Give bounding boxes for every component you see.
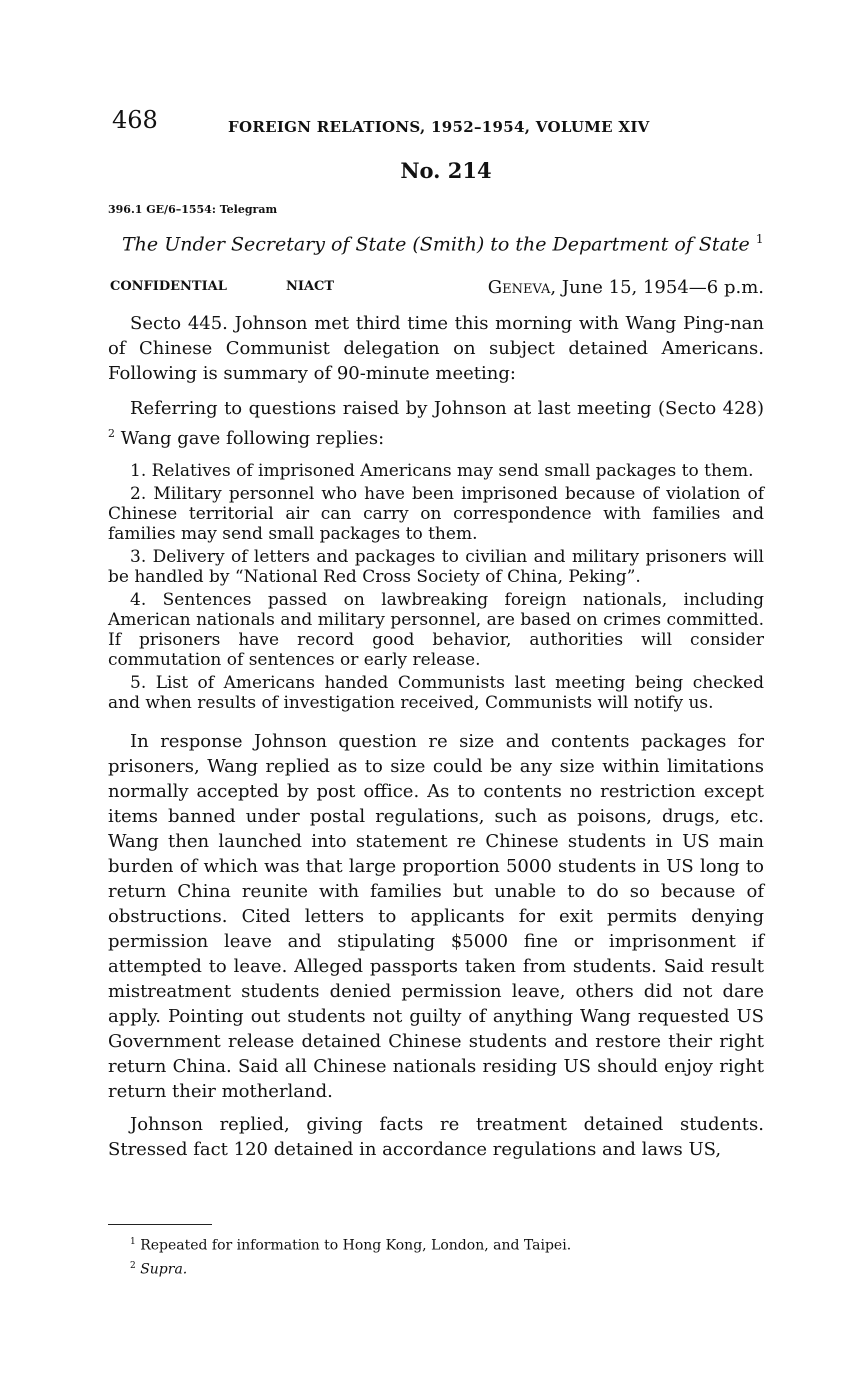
- footnote-text: Repeated for information to Hong Kong, London, and Taipei.: [140, 1237, 572, 1254]
- list-item: 5. List of Americans handed Communists last meeting being checked and when results of investigation received, Communists will notify us.: [108, 673, 764, 714]
- dateline-date: , June 15, 1954—6 p.m.: [550, 277, 764, 299]
- document-number: No. 214: [400, 158, 492, 183]
- list-item: 1. Relatives of imprisoned Americans may send small packages to them.: [130, 461, 754, 482]
- footnote-marker: 1: [130, 1237, 136, 1247]
- paragraph-2: [108, 396, 764, 451]
- document-title-text: The Under Secretary of State (Smith) to the Department of State: [122, 233, 750, 256]
- telegram-meta: [108, 277, 764, 301]
- paragraph-3: In response Johnson question re size and contents packages for prisoners, Wang replied as to size could be any size within limitations normally accepted by post office. As to contents no restriction except items banned under postal regulations, such as poisons, drugs, etc. Wang then launched into statement re Chinese students in US main burden of which was that large proportion 5000 students in US long to return China reunite with families but unable to do so because of obstructions. Cited letters to applicants for exit permits denying permission leave and stipulating $5000 fine or imprisonment if attempted to leave. Alleged passports taken from students. Said result mistreatment students denied permission leave, others did not dare apply. Pointing out students not guilty of anything Wang requested US Government release detained Chinese students and restore their right return China. Said all Chinese nationals residing US should enjoy right return their motherland.: [108, 731, 764, 1103]
- title-footnote-marker: 1: [755, 232, 764, 246]
- telegram-body: [108, 311, 764, 1162]
- paragraph-4: Johnson replied, giving facts re treatment detained students. Stressed fact 120 detained in accordance regulations and laws US,: [108, 1114, 764, 1161]
- paragraph-2-end: Wang gave following replies:: [120, 428, 385, 450]
- footnote-divider: [108, 1224, 212, 1225]
- running-head: FOREIGN RELATIONS, 1952–1954, VOLUME XIV: [228, 118, 650, 136]
- document-title: [108, 232, 764, 255]
- replies-list: [108, 461, 764, 713]
- dateline-place: Geneva: [487, 277, 551, 299]
- paragraph-2-footnote-marker: 2: [108, 427, 115, 441]
- classification-label: CONFIDENTIAL: [110, 279, 227, 295]
- file-reference: 396.1 GE/6–1554: Telegram: [108, 203, 278, 216]
- list-item: 4. Sentences passed on lawbreaking foreign nationals, including American nationals and military personnel, are based on crimes committed. If prisoners have record good behavior, authorities will consider commutation of sentences or early release.: [108, 590, 764, 671]
- footnote-1: [130, 1232, 571, 1256]
- paragraph-2-start: Referring to questions raised by Johnson at last meeting (Secto 428): [130, 398, 764, 420]
- page-header: [108, 100, 764, 140]
- list-item: 3. Delivery of letters and packages to civilian and military prisoners will be handled by “National Red Cross Society of China, Peking”.: [108, 547, 764, 588]
- precedence-label: NIACT: [286, 279, 335, 295]
- page-content: [108, 100, 764, 1170]
- paragraph-1: Secto 445. Johnson met third time this morning with Wang Ping-nan of Chinese Communist delegation on subject detained Americans. Following is summary of 90-minute meeting:: [108, 313, 764, 385]
- footnotes: [130, 1232, 571, 1279]
- dateline: [488, 277, 764, 298]
- page-number: 468: [112, 106, 158, 134]
- list-item: 2. Military personnel who have been imprisoned because of violation of Chinese territorial air can carry on correspondence with families and families may send small packages to them.: [108, 484, 764, 545]
- footnote-marker: 2: [130, 1260, 136, 1271]
- footnote-2: [130, 1256, 571, 1280]
- footnote-text: Supra.: [140, 1261, 188, 1278]
